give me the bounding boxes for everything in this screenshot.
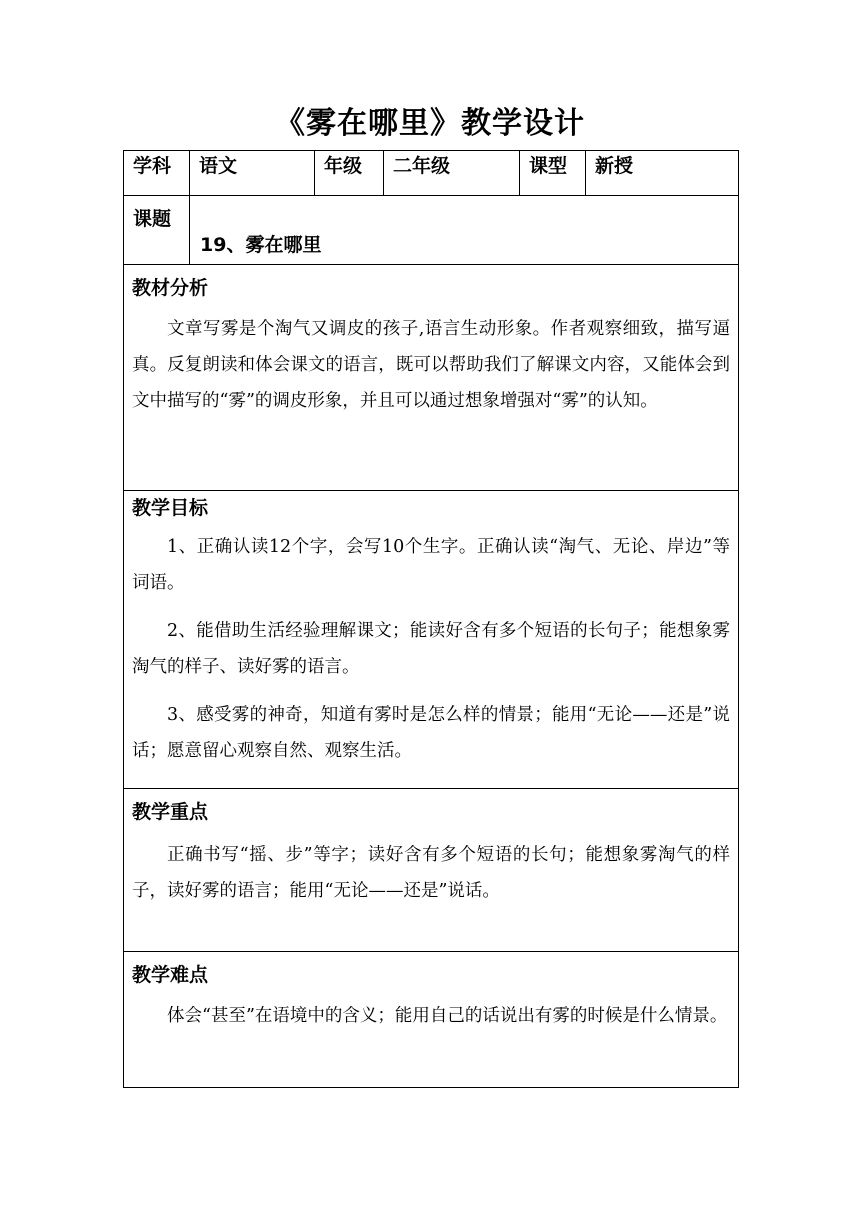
lesson-plan-table <box>123 150 739 1088</box>
objective-1: 1、正确认读12个字，会写10个生字。正确认读“淘气、无论、岸边”等词语。 <box>132 537 730 593</box>
section-difficulties <box>124 952 739 1088</box>
type-value: 新授 <box>586 151 739 196</box>
grade-value: 二年级 <box>384 151 520 196</box>
section-analysis <box>124 265 739 491</box>
analysis-paragraph: 文章写雾是个淘气又调皮的孩子,语言生动形象。作者观察细致，描写逼真。反复朗读和体会课文的语言，既可以帮助我们了解课文内容，又能体会到文中描写的“雾”的调皮形象，并且可以通过想象增强对“雾”的认知。 <box>132 319 730 411</box>
header-row <box>124 151 739 196</box>
section-key-points <box>124 789 739 952</box>
objective-2: 2、能借助生活经验理解课文；能读好含有多个短语的长句子；能想象雾淘气的样子、读好雾的语言。 <box>132 621 730 677</box>
subject-value: 语文 <box>190 151 315 196</box>
grade-label: 年级 <box>315 151 384 196</box>
section-title-objectives: 教学目标 <box>132 497 209 519</box>
difficulties-paragraph: 体会“甚至”在语境中的含义；能用自己的话说出有雾的时候是什么情景。 <box>167 1006 728 1026</box>
topic-label: 课题 <box>124 196 190 265</box>
document-title: 《雾在哪里》教学设计 <box>275 106 585 141</box>
section-title-analysis: 教材分析 <box>132 277 209 299</box>
type-label: 课型 <box>520 151 586 196</box>
section-title-difficulties: 教学难点 <box>132 964 209 986</box>
objective-3: 3、感受雾的神奇，知道有雾时是怎么样的情景；能用“无论——还是”说话；愿意留心观察自然、观察生活。 <box>132 705 730 761</box>
section-objectives <box>124 491 739 789</box>
topic-row <box>124 196 739 265</box>
subject-label: 学科 <box>124 151 190 196</box>
topic-value: 19、雾在哪里 <box>190 196 739 265</box>
section-title-key-points: 教学重点 <box>132 801 209 823</box>
key-points-paragraph: 正确书写“摇、步”等字；读好含有多个短语的长句；能想象雾淘气的样子，读好雾的语言；能用“无论——还是”说话。 <box>132 845 730 901</box>
